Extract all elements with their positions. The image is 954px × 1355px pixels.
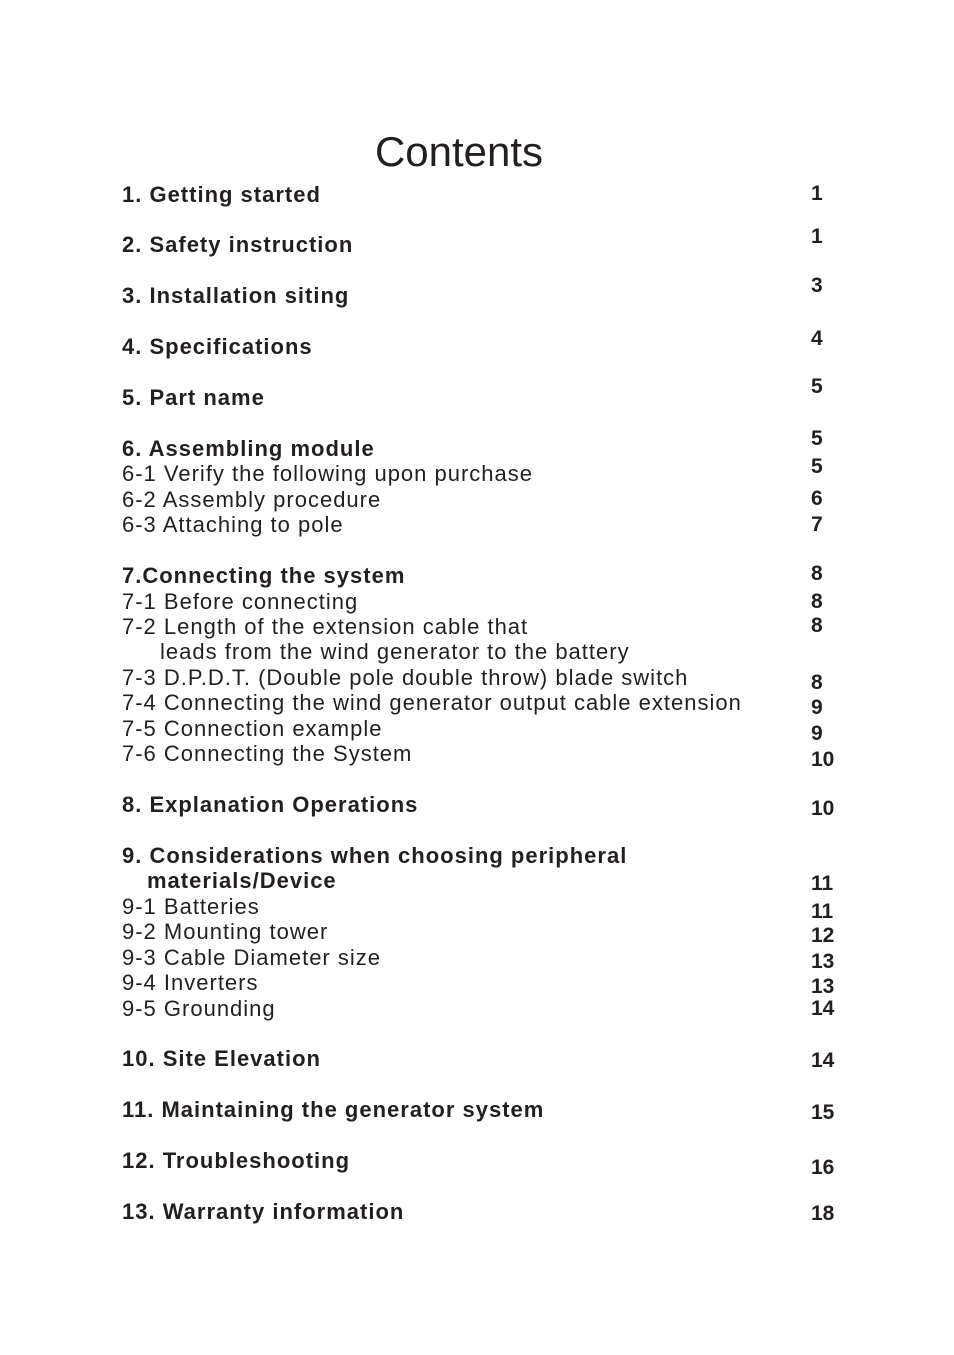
toc-entry: 11. Maintaining the generator system [122,1097,545,1122]
toc-entry: 5. Part name [122,385,265,410]
page-number: 5 [811,375,823,398]
toc-subentry: 9-5 Grounding [122,996,276,1021]
toc-subentry: 6-3 Attaching to pole [122,512,344,537]
toc-subentry: 6-1 Verify the following upon purchase [122,461,534,486]
toc-entry: 6. Assembling module [122,436,375,461]
page-number: 7 [811,513,823,536]
page-number: 13 [811,950,835,973]
toc-subentry: 7-6 Connecting the System [122,741,413,766]
toc-entry: 3. Installation siting [122,283,350,308]
page-title: Contents [374,128,544,175]
toc-subentry: 9-4 Inverters [122,970,259,995]
page-number: 5 [811,427,823,450]
page-number: 12 [811,924,835,947]
page-number: 10 [811,748,835,771]
toc-subentry: 6-2 Assembly procedure [122,487,382,512]
page-number: 11 [811,872,834,895]
page-number: 8 [811,590,823,613]
page-number: 14 [811,1049,835,1072]
toc-subentry: 7-1 Before connecting [122,589,359,614]
toc-entry: 4. Specifications [122,334,313,359]
page-number: 10 [811,797,835,820]
page-number: 16 [811,1156,835,1179]
toc-entry: 10. Site Elevation [122,1046,321,1071]
page-number: 9 [811,722,823,745]
toc-entry: 2. Safety instruction [122,232,354,257]
page-number: 8 [811,614,823,637]
toc-subentry: 7-2 Length of the extension cable that [122,614,529,639]
page-number: 9 [811,696,823,719]
toc-entry: 9. Considerations when choosing peripheral [122,843,628,868]
toc-subentry-continuation: leads from the wind generator to the battery [160,639,630,664]
page-number: 8 [811,562,823,585]
page-number: 6 [811,487,823,510]
toc-entry: 1. Getting started [122,182,321,207]
toc-subentry: 9-1 Batteries [122,894,260,919]
toc-subentry: 7-3 D.P.D.T. (Double pole double throw) blade switch [122,665,689,690]
toc-subentry: 7-5 Connection example [122,716,383,741]
toc-entry: 12. Troubleshooting [122,1148,351,1173]
page-number: 14 [811,997,835,1020]
toc-entry: 13. Warranty information [122,1199,405,1224]
toc-entry: 8. Explanation Operations [122,792,419,817]
page-number: 1 [811,182,823,205]
page-number: 1 [811,225,823,248]
page-number: 3 [811,274,823,297]
toc-subentry: 7-4 Connecting the wind generator output cable extension [122,690,742,715]
toc-entry-continuation: materials/Device [147,868,337,893]
page-number: 18 [811,1202,835,1225]
page-number: 8 [811,671,823,694]
page-number: 5 [811,455,823,478]
toc-subentry: 9-3 Cable Diameter size [122,945,381,970]
page-number: 11 [811,900,834,923]
toc-entry: 7.Connecting the system [122,563,406,588]
page-number: 13 [811,975,835,998]
page-number: 4 [811,327,823,350]
toc-subentry: 9-2 Mounting tower [122,919,329,944]
page-number: 15 [811,1101,835,1124]
